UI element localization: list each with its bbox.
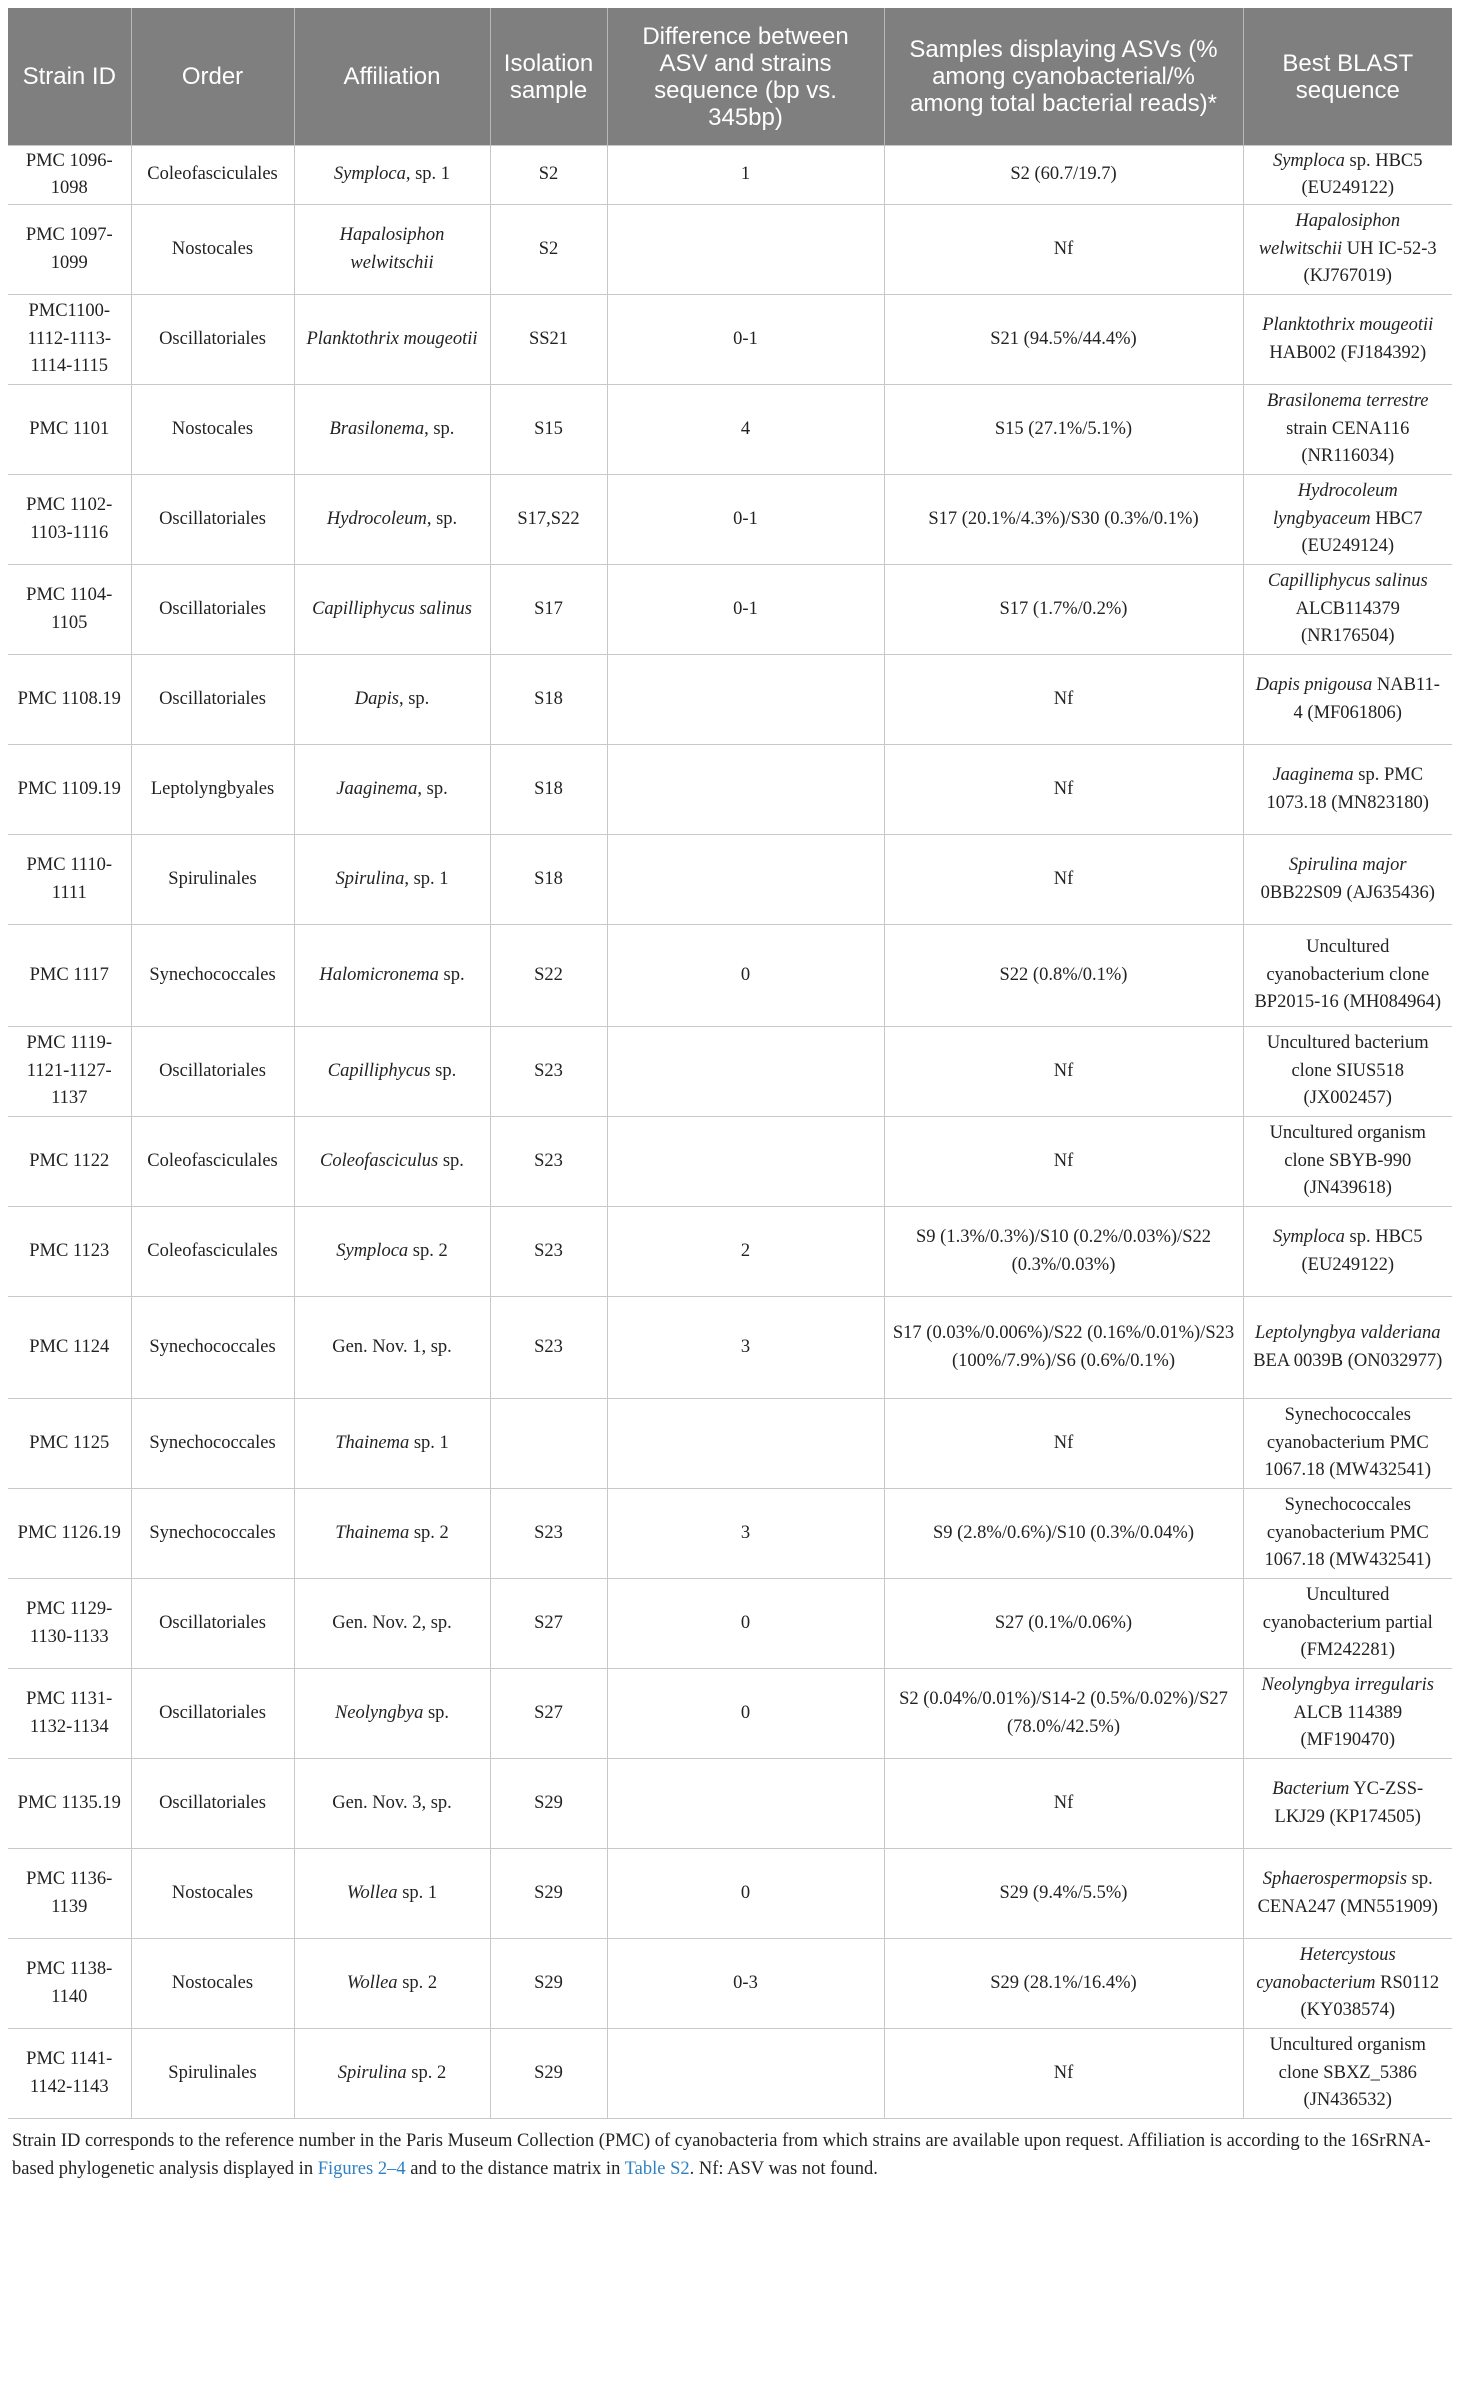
blast-rest: Uncultured organism clone SBYB-990 (JN439618) (1269, 1123, 1426, 1199)
cell-strain-id: PMC 1104-1105 (8, 565, 131, 655)
affiliation-genus: Symploca (333, 164, 406, 185)
affiliation-rest: sp. 2 (409, 1522, 449, 1543)
table-row (8, 1759, 1452, 1849)
cell-best-blast (1243, 1207, 1452, 1297)
blast-species: Dapis pnigousa (1255, 675, 1373, 695)
blast-rest: Uncultured organism clone SBXZ_5386 (JN436532) (1269, 2035, 1426, 2111)
blast-species: Planktothrix mougeotii (1262, 315, 1434, 335)
table-row (8, 835, 1452, 925)
header-difference: Difference between ASV and strains sequence (bp vs. 345bp) (607, 8, 884, 146)
blast-rest: YC-ZSS-LKJ29 (KP174505) (1274, 1779, 1424, 1827)
cell-order: Synechococcales (131, 1297, 294, 1399)
affiliation-genus: Planktothrix mougeotii (306, 328, 478, 349)
table-row (8, 1669, 1452, 1759)
cell-order: Coleofasciculales (131, 146, 294, 205)
cell-affiliation (294, 1579, 490, 1669)
blast-rest: Uncultured cyanobacterium partial (FM242281) (1262, 1585, 1433, 1661)
cell-affiliation (294, 1297, 490, 1399)
cell-samples-asvs: S2 (60.7/19.7) (884, 146, 1243, 205)
cell-isolation-sample: S2 (490, 205, 607, 295)
cell-strain-id: PMC 1124 (8, 1297, 131, 1399)
cell-affiliation (294, 565, 490, 655)
cell-strain-id: PMC 1123 (8, 1207, 131, 1297)
cell-difference: 0-3 (607, 1939, 884, 2029)
table-row (8, 205, 1452, 295)
cell-strain-id: PMC 1141-1142-1143 (8, 2029, 131, 2119)
cell-order: Oscillatoriales (131, 1579, 294, 1669)
cell-difference (607, 745, 884, 835)
blast-species: Capilliphycus salinus (1267, 571, 1428, 592)
cell-affiliation (294, 745, 490, 835)
blast-rest: RS0112 (KY038574) (1300, 1972, 1440, 2021)
cell-best-blast (1243, 295, 1452, 385)
affiliation-genus: Spirulina (335, 868, 405, 889)
cell-affiliation (294, 1669, 490, 1759)
blast-species: Sphaerospermopsis (1262, 1869, 1408, 1889)
blast-rest: 0BB22S09 (AJ635436) (1260, 882, 1435, 903)
cell-samples-asvs: Nf (884, 205, 1243, 295)
blast-rest: NAB11-4 (MF061806) (1293, 675, 1440, 723)
cell-difference (607, 655, 884, 745)
table-row (8, 1027, 1452, 1117)
cell-best-blast (1243, 655, 1452, 745)
affiliation-rest: , sp. (417, 778, 448, 799)
cell-isolation-sample: S23 (490, 1489, 607, 1579)
table-row (8, 1207, 1452, 1297)
blast-rest: strain CENA116 (NR116034) (1286, 418, 1410, 467)
cell-samples-asvs: Nf (884, 2029, 1243, 2119)
cell-samples-asvs: S21 (94.5%/44.4%) (884, 295, 1243, 385)
cell-order: Leptolyngbyales (131, 745, 294, 835)
table-row (8, 925, 1452, 1027)
cell-best-blast (1243, 1579, 1452, 1669)
cell-affiliation (294, 1399, 490, 1489)
table-row (8, 655, 1452, 745)
cell-samples-asvs: S2 (0.04%/0.01%)/S14-2 (0.5%/0.02%)/S27 (78.0%/42.5%) (884, 1669, 1243, 1759)
cell-order: Spirulinales (131, 835, 294, 925)
cell-affiliation (294, 835, 490, 925)
cell-isolation-sample: S27 (490, 1579, 607, 1669)
blast-rest: sp. HBC5 (EU249122) (1301, 1227, 1423, 1275)
cell-best-blast (1243, 146, 1452, 205)
cell-strain-id: PMC 1136-1139 (8, 1849, 131, 1939)
affiliation-genus: Hapalosiphon welwitschii (339, 225, 445, 273)
cell-difference (607, 835, 884, 925)
blast-rest: Uncultured bacterium clone SIUS518 (JX002457) (1266, 1033, 1429, 1109)
cell-best-blast (1243, 385, 1452, 475)
affiliation-rest: sp. (438, 1150, 464, 1171)
table-row (8, 1489, 1452, 1579)
affiliation-rest: , sp. (424, 418, 455, 439)
cell-samples-asvs: S29 (9.4%/5.5%) (884, 1849, 1243, 1939)
cell-isolation-sample: S15 (490, 385, 607, 475)
cell-strain-id: PMC 1129-1130-1133 (8, 1579, 131, 1669)
cell-difference: 0-1 (607, 565, 884, 655)
cell-order: Coleofasciculales (131, 1207, 294, 1297)
affiliation-rest: Gen. Nov. 3, sp. (332, 1792, 452, 1813)
cell-isolation-sample: S18 (490, 655, 607, 745)
cell-strain-id: PMC 1108.19 (8, 655, 131, 745)
cell-isolation-sample: SS21 (490, 295, 607, 385)
affiliation-genus: Capilliphycus (327, 1060, 431, 1081)
blast-rest: HBC7 (EU249124) (1301, 508, 1423, 557)
cell-difference (607, 1027, 884, 1117)
cell-strain-id: PMC 1125 (8, 1399, 131, 1489)
footnote-text-1: Strain ID corresponds to the reference number in the Paris Museum Collection (PMC) of cyanobacteria from which strains are available upon request. Affiliation is according to the 16SrRNA-based phylogenetic analysis displayed in (12, 2131, 1431, 2179)
cell-strain-id: PMC 1122 (8, 1117, 131, 1207)
cell-order: Oscillatoriales (131, 565, 294, 655)
cell-strain-id: PMC 1096-1098 (8, 146, 131, 205)
cell-affiliation (294, 1027, 490, 1117)
blast-species: Jaaginema (1272, 765, 1354, 785)
figures-link[interactable]: Figures 2–4 (317, 2159, 406, 2179)
cell-affiliation (294, 1759, 490, 1849)
blast-rest: ALCB 114389 (MF190470) (1293, 1702, 1403, 1751)
cell-samples-asvs: S9 (1.3%/0.3%)/S10 (0.2%/0.03%)/S22 (0.3%/0.03%) (884, 1207, 1243, 1297)
affiliation-rest: sp. 2 (397, 1972, 438, 1993)
cell-strain-id: PMC 1138-1140 (8, 1939, 131, 2029)
blast-rest: Synechococcales cyanobacterium PMC 1067.18 (MW432541) (1264, 1495, 1431, 1571)
affiliation-genus: Wollea (346, 1972, 398, 1993)
blast-species: Leptolyngbya valderiana (1255, 1323, 1441, 1343)
cell-isolation-sample: S18 (490, 745, 607, 835)
blast-species: Hapalosiphon welwitschii (1258, 211, 1401, 259)
table-row (8, 1849, 1452, 1939)
cell-order: Coleofasciculales (131, 1117, 294, 1207)
cell-isolation-sample: S23 (490, 1297, 607, 1399)
table-row (8, 385, 1452, 475)
cell-samples-asvs: S17 (0.03%/0.006%)/S22 (0.16%/0.01%)/S23 (100%/7.9%)/S6 (0.6%/0.1%) (884, 1297, 1243, 1399)
cell-order: Nostocales (131, 1849, 294, 1939)
affiliation-genus: Symploca (336, 1240, 409, 1261)
cell-isolation-sample: S27 (490, 1669, 607, 1759)
cell-strain-id: PMC 1097-1099 (8, 205, 131, 295)
table-row (8, 1579, 1452, 1669)
cell-strain-id: PMC 1135.19 (8, 1759, 131, 1849)
footnote-text-2: and to the distance matrix in (405, 2159, 625, 2179)
cell-difference (607, 2029, 884, 2119)
cell-affiliation (294, 1117, 490, 1207)
cell-best-blast (1243, 1939, 1452, 2029)
blast-rest: sp. HBC5 (EU249122) (1301, 150, 1423, 198)
cell-order: Nostocales (131, 1939, 294, 2029)
cell-affiliation (294, 1207, 490, 1297)
cell-affiliation (294, 146, 490, 205)
cell-isolation-sample (490, 1399, 607, 1489)
cell-order: Spirulinales (131, 2029, 294, 2119)
affiliation-genus: Brasilonema (329, 418, 425, 439)
cell-order: Synechococcales (131, 925, 294, 1027)
affiliation-rest: , sp. 1 (404, 868, 449, 889)
cell-difference: 0-1 (607, 475, 884, 565)
affiliation-genus: Thainema (335, 1522, 410, 1543)
blast-species: Spirulina major (1288, 855, 1407, 875)
affiliation-genus: Thainema (335, 1432, 410, 1453)
cell-order: Oscillatoriales (131, 655, 294, 745)
cell-samples-asvs: S22 (0.8%/0.1%) (884, 925, 1243, 1027)
blast-rest: BEA 0039B (ON032977) (1253, 1350, 1443, 1371)
cell-affiliation (294, 1939, 490, 2029)
cell-order: Oscillatoriales (131, 1759, 294, 1849)
header-best-blast: Best BLAST sequence (1243, 8, 1452, 146)
cell-isolation-sample: S29 (490, 2029, 607, 2119)
affiliation-genus: Coleofasciculus (320, 1150, 439, 1171)
affiliation-genus: Jaaginema (336, 778, 418, 799)
cell-order: Oscillatoriales (131, 1669, 294, 1759)
affiliation-rest: sp. 1 (409, 1432, 449, 1453)
cell-affiliation (294, 2029, 490, 2119)
blast-rest: ALCB114379 (NR176504) (1295, 598, 1400, 647)
cell-affiliation (294, 1489, 490, 1579)
cell-samples-asvs: Nf (884, 835, 1243, 925)
affiliation-rest: , sp. (426, 508, 458, 529)
table-row (8, 2029, 1452, 2119)
cell-best-blast (1243, 1297, 1452, 1399)
cell-difference: 3 (607, 1297, 884, 1399)
cell-isolation-sample: S17 (490, 565, 607, 655)
affiliation-rest: , sp. (398, 688, 430, 709)
header-order: Order (131, 8, 294, 146)
cell-affiliation (294, 385, 490, 475)
cell-difference: 0 (607, 1669, 884, 1759)
cell-difference: 0 (607, 925, 884, 1027)
cell-difference (607, 1759, 884, 1849)
blast-species: Symploca (1272, 150, 1345, 171)
blast-rest: sp. CENA247 (MN551909) (1257, 1869, 1438, 1917)
cell-affiliation (294, 925, 490, 1027)
affiliation-genus: Neolyngbya (334, 1702, 424, 1723)
affiliation-genus: Spirulina (337, 2062, 407, 2083)
cell-difference: 4 (607, 385, 884, 475)
header-strain-id: Strain ID (8, 8, 131, 146)
table-row (8, 1297, 1452, 1399)
cell-strain-id: PMC 1117 (8, 925, 131, 1027)
cell-isolation-sample: S23 (490, 1207, 607, 1297)
cell-affiliation (294, 475, 490, 565)
cell-strain-id: PMC 1119-1121-1127-1137 (8, 1027, 131, 1117)
blast-rest: HAB002 (FJ184392) (1269, 342, 1427, 363)
affiliation-genus: Halomicronema (319, 964, 439, 985)
affiliation-rest: Gen. Nov. 1, sp. (332, 1336, 452, 1357)
affiliation-rest: sp. (438, 964, 465, 985)
cell-best-blast (1243, 475, 1452, 565)
affiliation-rest: sp. 1 (397, 1882, 438, 1903)
table-row (8, 475, 1452, 565)
cell-strain-id: PMC 1102-1103-1116 (8, 475, 131, 565)
cell-samples-asvs: Nf (884, 1117, 1243, 1207)
affiliation-genus: Dapis (354, 688, 399, 709)
cell-isolation-sample: S29 (490, 1849, 607, 1939)
affiliation-rest: Gen. Nov. 2, sp. (332, 1612, 452, 1633)
header-isolation-sample: Isolation sample (490, 8, 607, 146)
cell-order: Oscillatoriales (131, 295, 294, 385)
cell-samples-asvs: S15 (27.1%/5.1%) (884, 385, 1243, 475)
table-container (8, 8, 1452, 2183)
cell-isolation-sample: S18 (490, 835, 607, 925)
affiliation-rest: sp. 2 (406, 2062, 447, 2083)
cell-order: Oscillatoriales (131, 1027, 294, 1117)
cell-isolation-sample: S23 (490, 1117, 607, 1207)
cell-best-blast (1243, 745, 1452, 835)
table-s2-link[interactable]: Table S2 (624, 2159, 690, 2179)
blast-rest: Uncultured cyanobacterium clone BP2015-16 (MH084964) (1254, 937, 1442, 1013)
cell-best-blast (1243, 1849, 1452, 1939)
cell-best-blast (1243, 1489, 1452, 1579)
affiliation-genus: Wollea (346, 1882, 398, 1903)
table-body (8, 146, 1452, 2119)
cell-difference: 3 (607, 1489, 884, 1579)
cell-samples-asvs: S9 (2.8%/0.6%)/S10 (0.3%/0.04%) (884, 1489, 1243, 1579)
table-footnote (8, 2119, 1452, 2183)
cell-samples-asvs: Nf (884, 1759, 1243, 1849)
cell-difference (607, 1399, 884, 1489)
strain-table (8, 8, 1452, 2119)
header-row (8, 8, 1452, 146)
cell-best-blast (1243, 1399, 1452, 1489)
header-samples-asvs: Samples displaying ASVs (% among cyanobacterial/% among total bacterial reads)* (884, 8, 1243, 146)
cell-best-blast (1243, 565, 1452, 655)
cell-best-blast (1243, 2029, 1452, 2119)
cell-best-blast (1243, 1759, 1452, 1849)
cell-isolation-sample: S17,S22 (490, 475, 607, 565)
table-row (8, 745, 1452, 835)
cell-difference: 2 (607, 1207, 884, 1297)
cell-best-blast (1243, 205, 1452, 295)
cell-samples-asvs: S17 (20.1%/4.3%)/S30 (0.3%/0.1%) (884, 475, 1243, 565)
table-row (8, 1399, 1452, 1489)
table-row (8, 295, 1452, 385)
cell-order: Nostocales (131, 205, 294, 295)
table-row (8, 1117, 1452, 1207)
cell-affiliation (294, 205, 490, 295)
cell-isolation-sample: S23 (490, 1027, 607, 1117)
cell-order: Synechococcales (131, 1489, 294, 1579)
cell-samples-asvs: Nf (884, 745, 1243, 835)
cell-difference (607, 205, 884, 295)
affiliation-genus: Hydrocoleum (326, 508, 427, 529)
blast-rest: sp. PMC 1073.18 (MN823180) (1266, 765, 1429, 813)
affiliation-rest: , sp. 1 (405, 164, 451, 185)
affiliation-rest: sp. (430, 1060, 457, 1081)
cell-order: Synechococcales (131, 1399, 294, 1489)
cell-samples-asvs: Nf (884, 1399, 1243, 1489)
cell-affiliation (294, 655, 490, 745)
cell-order: Nostocales (131, 385, 294, 475)
blast-species: Hetercystous cyanobacterium (1256, 1945, 1396, 1993)
cell-best-blast (1243, 1117, 1452, 1207)
cell-best-blast (1243, 1027, 1452, 1117)
cell-samples-asvs: Nf (884, 655, 1243, 745)
cell-strain-id: PMC 1110-1111 (8, 835, 131, 925)
affiliation-rest: sp. 2 (408, 1240, 448, 1261)
table-row (8, 146, 1452, 205)
cell-samples-asvs: S27 (0.1%/0.06%) (884, 1579, 1243, 1669)
cell-isolation-sample: S2 (490, 146, 607, 205)
cell-difference: 0 (607, 1849, 884, 1939)
footnote-text-3: . Nf: ASV was not found. (689, 2159, 878, 2179)
blast-species: Hydrocoleum lyngbyaceum (1272, 481, 1398, 529)
cell-affiliation (294, 295, 490, 385)
cell-isolation-sample: S29 (490, 1939, 607, 2029)
cell-samples-asvs: Nf (884, 1027, 1243, 1117)
cell-samples-asvs: S17 (1.7%/0.2%) (884, 565, 1243, 655)
cell-difference (607, 1117, 884, 1207)
cell-difference: 0 (607, 1579, 884, 1669)
cell-best-blast (1243, 835, 1452, 925)
cell-strain-id: PMC 1101 (8, 385, 131, 475)
cell-affiliation (294, 1849, 490, 1939)
blast-species: Neolyngbya irregularis (1261, 1675, 1434, 1696)
blast-rest: UH IC-52-3 (KJ767019) (1303, 238, 1437, 287)
cell-strain-id: PMC 1109.19 (8, 745, 131, 835)
cell-best-blast (1243, 1669, 1452, 1759)
blast-rest: Synechococcales cyanobacterium PMC 1067.18 (MW432541) (1264, 1405, 1431, 1481)
table-row (8, 1939, 1452, 2029)
cell-strain-id: PMC 1126.19 (8, 1489, 131, 1579)
cell-samples-asvs: S29 (28.1%/16.4%) (884, 1939, 1243, 2029)
cell-strain-id: PMC1100-1112-1113-1114-1115 (8, 295, 131, 385)
cell-isolation-sample: S22 (490, 925, 607, 1027)
affiliation-rest: sp. (423, 1702, 450, 1723)
blast-species: Brasilonema terrestre (1266, 391, 1429, 412)
cell-difference: 1 (607, 146, 884, 205)
cell-isolation-sample: S29 (490, 1759, 607, 1849)
cell-order: Oscillatoriales (131, 475, 294, 565)
affiliation-genus: Capilliphycus salinus (312, 598, 472, 619)
cell-strain-id: PMC 1131-1132-1134 (8, 1669, 131, 1759)
cell-difference: 0-1 (607, 295, 884, 385)
blast-species: Symploca (1272, 1227, 1345, 1247)
cell-best-blast (1243, 925, 1452, 1027)
table-row (8, 565, 1452, 655)
header-affiliation: Affiliation (294, 8, 490, 146)
blast-species: Bacterium (1272, 1779, 1350, 1799)
